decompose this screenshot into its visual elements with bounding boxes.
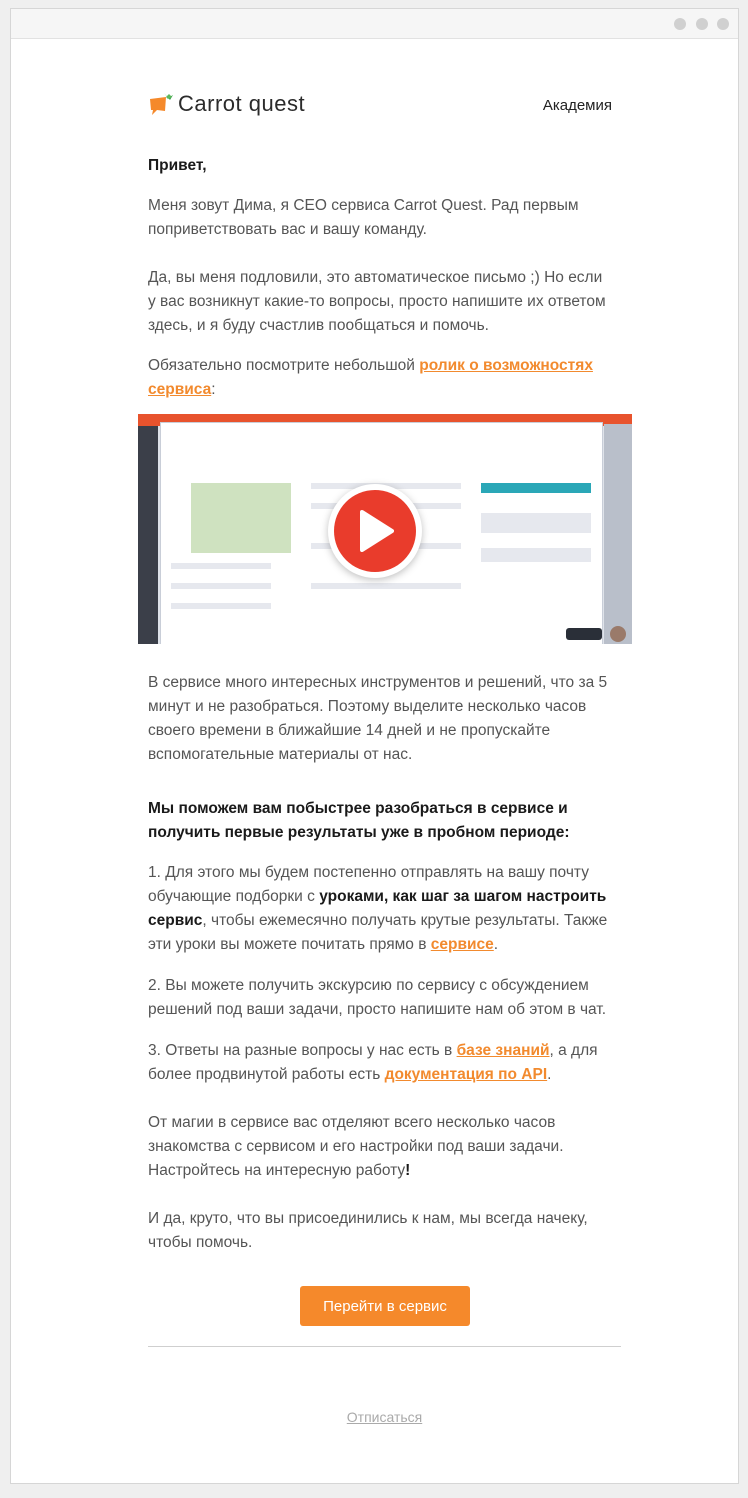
video-row-graphic: [171, 563, 271, 569]
magic-exclaim: !: [405, 1162, 411, 1179]
video-thumbnail[interactable]: [138, 414, 632, 644]
mail-window: [10, 8, 739, 1484]
item1-period: .: [493, 936, 499, 953]
video-row-graphic: [481, 513, 591, 533]
item1-bold-text: уроками, как шаг за шагом настроить сервис: [148, 888, 607, 929]
video-badge-graphic: [566, 628, 602, 640]
video-prompt-paragraph: [148, 354, 611, 402]
video-prompt-colon: :: [211, 381, 216, 398]
intro-paragraph: Меня зовут Дима, я CEO сервиса Carrot Quest. Рад первым поприветствовать вас и вашу команду.: [148, 197, 579, 238]
auto-note-paragraph: Да, вы меня подловили, это автоматическое письмо ;) Но если у вас возникнут какие-то вопросы, просто напишите их ответом здесь, и я буду счастлив пообщаться и помочь.: [148, 269, 606, 334]
tools-paragraph: В сервисе много интересных инструментов и решений, что за 5 минут и не разобраться. Поэтому выделите несколько часов своего времени в ближайшие 14 дней и не пропускайте вспомогательные материалы от нас.: [148, 674, 608, 763]
video-row-graphic: [311, 583, 461, 589]
video-right-panel-graphic: [604, 424, 632, 644]
window-control-dot[interactable]: [674, 18, 686, 30]
email-header: [138, 39, 612, 149]
video-avatar-graphic: [610, 626, 626, 642]
video-link[interactable]: ролик о возможностях сервиса: [148, 357, 593, 398]
email-body: [138, 39, 612, 1425]
list-item-2: 2. Вы можете получить экскурсию по сервису с обсуждением решений под ваши задачи, просто напишите нам об этом в чат.: [148, 977, 606, 1018]
window-control-dot[interactable]: [696, 18, 708, 30]
play-icon: [334, 490, 416, 572]
carrot-quest-logo[interactable]: [148, 91, 305, 117]
video-row-graphic: [481, 548, 591, 562]
video-row-graphic: [171, 603, 271, 609]
video-map-graphic: [191, 483, 291, 553]
video-prompt-text: Обязательно посмотрите небольшой: [148, 357, 420, 374]
magic-paragraph: [148, 1111, 611, 1183]
item1-text-middle: , чтобы ежемесячно получать крутые результаты. Также эти уроки вы можете почитать прямо в: [148, 912, 608, 953]
help-heading: Мы поможем вам побыстрее разобраться в сервисе и получить первые результаты уже в пробном периоде:: [148, 800, 570, 841]
video-button-graphic: [481, 483, 591, 493]
window-titlebar: [11, 9, 738, 39]
window-control-dot[interactable]: [717, 18, 729, 30]
unsubscribe-link[interactable]: Отписаться: [346, 1409, 423, 1425]
footer-divider: [148, 1346, 621, 1347]
item3-text: 3. Ответы на разные вопросы у нас есть в: [148, 1042, 457, 1059]
academy-link[interactable]: Академия: [542, 97, 612, 114]
video-sidebar-graphic: [138, 414, 158, 644]
list-item-3: [148, 1039, 611, 1087]
video-row-graphic: [171, 583, 271, 589]
magic-text: От магии в сервисе вас отделяют всего несколько часов знакомства с сервисом и его настройки под ваши задачи. Настройтесь на интересную работу: [148, 1114, 564, 1179]
knowledge-base-link[interactable]: базе знаний: [456, 1042, 550, 1059]
item3-text-middle: , а для более продвинутой работы есть: [148, 1042, 598, 1083]
greeting: Привет,: [148, 157, 207, 174]
carrot-logo-icon: [148, 91, 174, 117]
logo-wordmark: Carrot quest: [178, 91, 306, 116]
item1-text: 1. Для этого мы будем постепенно отправлять на вашу почту обучающие подборки с: [148, 864, 589, 905]
play-button[interactable]: [328, 484, 422, 578]
item3-period: .: [547, 1066, 552, 1083]
list-item-1: [148, 861, 611, 957]
service-link[interactable]: сервисе: [430, 936, 494, 953]
closing-paragraph: И да, круто, что вы присоединились к нам, мы всегда начеку, чтобы помочь.: [148, 1210, 588, 1251]
go-to-service-button[interactable]: Перейти в сервис: [300, 1286, 470, 1326]
api-docs-link[interactable]: документация по API: [384, 1066, 548, 1083]
